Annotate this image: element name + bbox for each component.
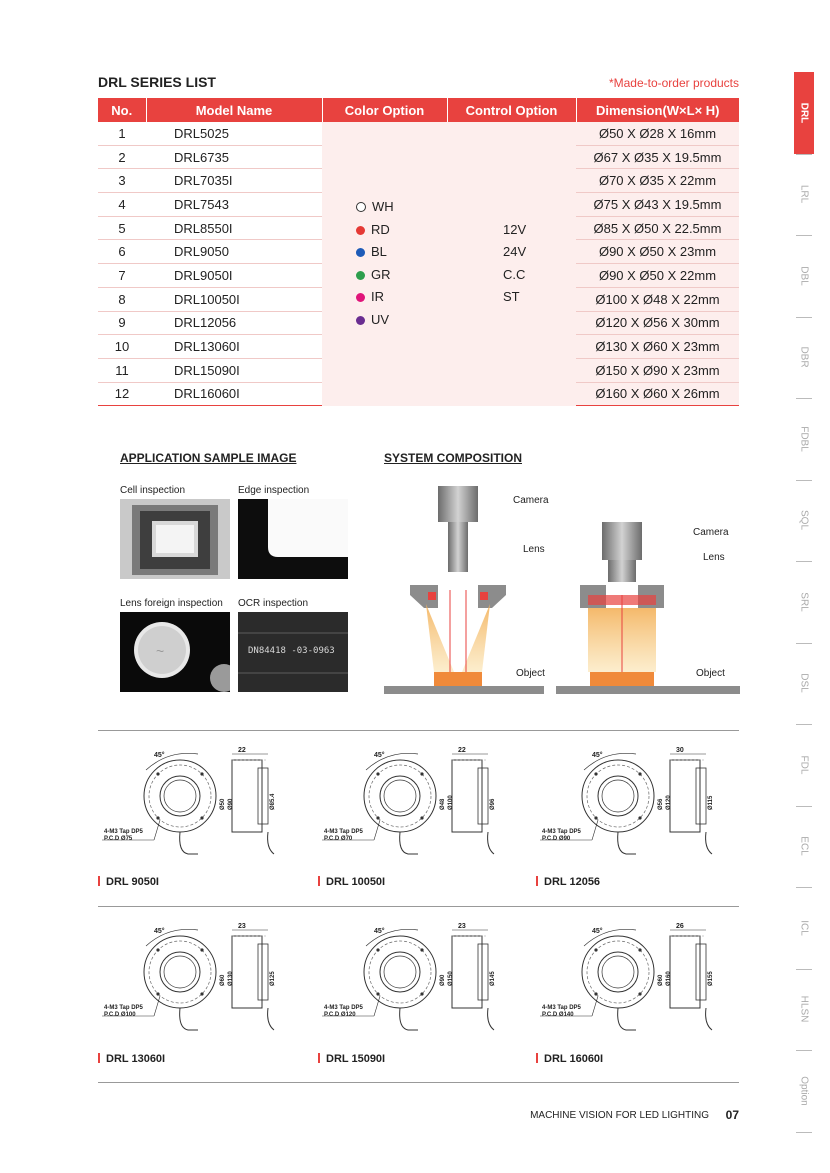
angle-label: 45° [374,752,385,759]
edge-inspection-image [238,499,348,579]
page-number: 07 [725,1108,739,1122]
header-dimension: Dimension(W×L× H) [576,98,739,122]
drawing-title [536,876,600,888]
sidenav-label: SQL [798,510,810,531]
header-model: Model Name [146,98,322,122]
sidenav-item-fdl[interactable] [794,724,814,806]
sidenav-item-ecl[interactable] [794,806,814,888]
sidenav-label: FDL [798,755,810,775]
system-composition-diagram [384,480,740,695]
inner-diameter: Ø56 [658,798,664,810]
angle-label: 45° [374,928,385,935]
width-label: 22 [238,747,246,754]
color-dot-icon [356,293,365,302]
pcd-spec: P.C.D Ø100 [104,1012,136,1018]
sidenav-label: SRL [798,592,810,612]
technical-drawing [318,744,518,862]
row-model: DRL7035I [146,169,322,193]
drawing-title [98,876,159,888]
divider [98,1082,739,1083]
mount-diameter: Ø155 [708,971,714,986]
drawing-title-text: DRL 15090I [326,1053,386,1065]
outer-diameter: Ø100 [448,795,454,810]
row-no: 4 [98,193,146,217]
control-option: ST [503,289,520,305]
ocr-inspection-image [238,612,348,692]
row-dimension: Ø100 X Ø48 X 22mm [576,287,739,311]
drawing-title [318,876,385,888]
sidenav-label: DBR [798,346,810,368]
caption-lens: Lens foreign inspection [120,598,223,609]
header-no: No. [98,98,146,122]
row-model: DRL10050I [146,287,322,311]
left-object-label: Object [516,668,545,679]
inner-diameter: Ø50 [220,798,226,810]
mount-diameter: Ø85.4 [270,793,276,810]
title-marker [536,876,538,886]
color-option-label: RD [371,221,390,237]
ocr-text: DN84418 -03-0963 [248,646,335,656]
row-model: DRL9050I [146,264,322,288]
sidenav-item-fdbl[interactable] [794,398,814,480]
color-dot-icon [356,226,365,235]
width-label: 23 [238,923,246,930]
row-model: DRL7543 [146,193,322,217]
sidenav-item-icl[interactable] [794,887,814,969]
sidenav-label: LRL [798,185,810,204]
color-dot-icon [356,248,365,257]
row-model: DRL12056 [146,311,322,335]
row-dimension: Ø70 X Ø35 X 22mm [576,169,739,193]
color-option-label: IR [371,289,384,305]
row-no: 2 [98,145,146,169]
sidenav-label: Option [798,1076,810,1106]
row-no: 3 [98,169,146,193]
color-option-uv [356,309,447,332]
mount-diameter: Ø145 [490,971,496,986]
row-dimension: Ø90 X Ø50 X 23mm [576,240,739,264]
row-model: DRL8550I [146,216,322,240]
tap-spec: 4-M3 Tap DP5 [542,829,581,835]
row-dimension: Ø130 X Ø60 X 23mm [576,335,739,359]
header-color: Color Option [322,98,447,122]
technical-drawing [536,920,736,1038]
sidenav-label: ICL [798,919,810,936]
svg-text:~: ~ [156,643,165,659]
control-option: 12V [503,221,527,237]
row-no: 10 [98,335,146,359]
pcd-spec: P.C.D Ø90 [542,836,571,842]
sidenav-item-lrl[interactable] [794,154,814,236]
row-no: 12 [98,382,146,406]
drawing-title [318,1053,385,1065]
row-dimension: Ø67 X Ø35 X 19.5mm [576,145,739,169]
right-camera-label: Camera [693,527,729,538]
title-marker [318,1053,320,1063]
mount-diameter: Ø125 [270,971,276,986]
caption-edge: Edge inspection [238,485,310,496]
right-object-label: Object [696,668,725,679]
row-no: 1 [98,122,146,145]
color-option-wh [356,196,447,219]
caption-cell: Cell inspection [120,485,186,496]
outer-diameter: Ø160 [666,971,672,986]
row-model: DRL9050 [146,240,322,264]
sidenav-label: ECL [798,836,810,856]
width-label: 30 [676,747,684,754]
inner-diameter: Ø90 [440,974,446,986]
left-lens-label: Lens [523,544,545,555]
inner-diameter: Ø60 [658,974,664,986]
color-dot-icon [356,316,365,325]
pcd-spec: P.C.D Ø70 [324,836,353,842]
control-option: 24V [503,244,527,260]
row-dimension: Ø160 X Ø60 X 26mm [576,382,739,406]
tap-spec: 4-M3 Tap DP5 [324,1005,363,1011]
sidenav-item-dbr[interactable] [794,317,814,399]
color-options-cell [322,122,447,406]
control-option: C.C [503,266,526,282]
sidenav-item-drl[interactable] [794,72,814,154]
technical-drawing [98,920,298,1038]
color-option-rd [356,219,447,242]
row-dimension: Ø120 X Ø56 X 30mm [576,311,739,335]
technical-drawing [536,744,736,862]
tap-spec: 4-M3 Tap DP5 [324,829,363,835]
title-marker [318,876,320,886]
control-options-cell [447,122,576,406]
color-dot-icon [356,271,365,280]
row-no: 9 [98,311,146,335]
sidenav-item-dbl[interactable] [794,235,814,317]
row-dimension: Ø90 X Ø50 X 22mm [576,264,739,288]
row-model: DRL15090I [146,358,322,382]
series-table [98,98,739,406]
outer-diameter: Ø130 [228,971,234,986]
drawing-title-text: DRL 13060I [106,1053,166,1065]
sidenav-item-sql[interactable] [794,480,814,562]
color-option-bl [356,241,447,264]
technical-drawing [318,920,518,1038]
angle-label: 45° [592,752,603,759]
made-to-order-note: *Made-to-order products [608,76,739,90]
sidenav-item-hlsn[interactable] [794,969,814,1051]
mount-diameter: Ø115 [708,795,714,810]
mount-diameter: Ø96 [490,798,496,810]
caption-ocr: OCR inspection [238,598,309,609]
sidenav-label: DBL [798,266,810,286]
system-heading: SYSTEM COMPOSITION [384,451,523,465]
sidenav-item-option[interactable] [794,1050,814,1132]
outer-diameter: Ø120 [666,795,672,810]
sidenav-label: DRL [798,102,810,124]
drawing-title-text: DRL 10050I [326,876,386,888]
color-option-gr [356,264,447,287]
row-no: 11 [98,358,146,382]
cell-inspection-image [120,499,230,579]
row-model: DRL5025 [146,122,322,145]
tap-spec: 4-M3 Tap DP5 [104,1005,143,1011]
drawing-title-text: DRL 16060I [544,1053,604,1065]
divider [98,730,739,731]
drawing-title-text: DRL 12056 [544,876,601,888]
drawing-title [98,1053,165,1065]
row-dimension: Ø150 X Ø90 X 23mm [576,358,739,382]
outer-diameter: Ø150 [448,971,454,986]
application-heading: APPLICATION SAMPLE IMAGE [120,451,297,465]
header-control: Control Option [447,98,576,122]
row-dimension: Ø50 X Ø28 X 16mm [576,122,739,145]
color-option-label: GR [371,266,391,282]
row-no: 6 [98,240,146,264]
sidenav-item-srl[interactable] [794,561,814,643]
left-camera-label: Camera [513,495,549,506]
row-no: 7 [98,264,146,288]
drawing-title [536,1053,603,1065]
title-marker [98,1053,100,1063]
color-option-label: BL [371,244,387,260]
angle-label: 45° [154,928,165,935]
color-dot-icon [356,202,366,212]
page-title: DRL SERIES LIST [98,74,216,90]
inner-diameter: Ø60 [220,974,226,986]
drawing-title-text: DRL 9050I [106,876,159,888]
footer-text: MACHINE VISION FOR LED LIGHTING [530,1110,709,1121]
title-marker [536,1053,538,1063]
sidenav-label: HLSN [798,995,810,1023]
sidenav-label: FDBL [798,425,810,452]
sidenav-divider [796,1132,812,1133]
sidenav-label: DSL [798,673,810,693]
tap-spec: 4-M3 Tap DP5 [542,1005,581,1011]
row-model: DRL16060I [146,382,322,406]
width-label: 22 [458,747,466,754]
right-lens-label: Lens [703,552,725,563]
pcd-spec: P.C.D Ø120 [324,1012,356,1018]
pcd-spec: P.C.D Ø140 [542,1012,574,1018]
sidenav-item-dsl[interactable] [794,643,814,725]
lens-inspection-image [120,612,230,692]
row-model: DRL13060I [146,335,322,359]
angle-label: 45° [592,928,603,935]
technical-drawing [98,744,298,862]
pcd-spec: P.C.D Ø75 [104,836,133,842]
title-marker [98,876,100,886]
color-option-label: UV [371,311,390,327]
row-dimension: Ø85 X Ø50 X 22.5mm [576,216,739,240]
width-label: 26 [676,923,684,930]
row-model: DRL6735 [146,145,322,169]
table-row [98,122,739,145]
row-no: 8 [98,287,146,311]
outer-diameter: Ø90 [228,798,234,810]
angle-label: 45° [154,752,165,759]
divider [98,906,739,907]
row-dimension: Ø75 X Ø43 X 19.5mm [576,193,739,217]
tap-spec: 4-M3 Tap DP5 [104,829,143,835]
row-no: 5 [98,216,146,240]
color-option-label: WH [372,199,394,215]
inner-diameter: Ø48 [440,798,446,810]
color-option-ir [356,286,447,309]
width-label: 23 [458,923,466,930]
